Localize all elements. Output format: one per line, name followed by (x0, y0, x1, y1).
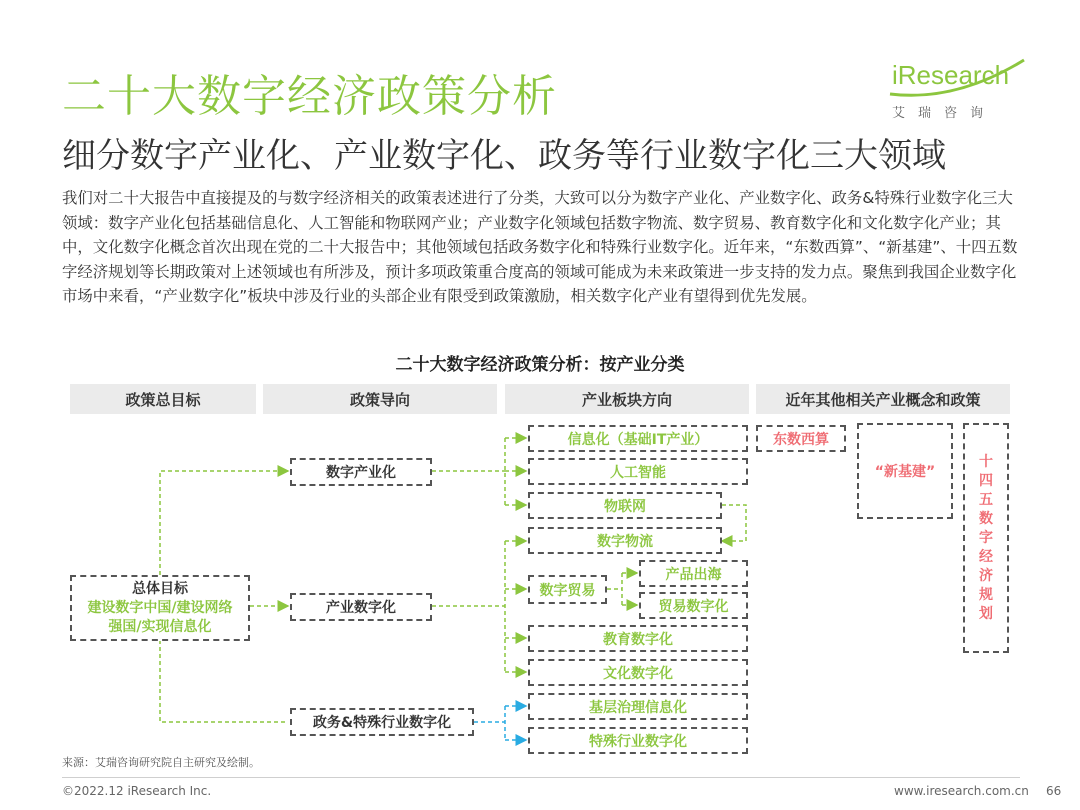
plan-char: 四 (979, 472, 993, 489)
column-header-goal: 政策总目标 (70, 384, 256, 414)
connector-goal-up (160, 471, 288, 575)
connector-goal-down (160, 640, 288, 722)
sector-product-export: 产品出海 (639, 560, 748, 587)
policy-east-data-west-compute: 东数西算 (756, 425, 846, 452)
sector-artificial-intelligence: 人工智能 (528, 458, 748, 485)
plan-char: 划 (979, 605, 993, 622)
footer-divider (62, 777, 1020, 778)
overall-goal-detail-line1: 建设数字中国/建设网络 (87, 599, 233, 616)
direction-industrial-digitalization: 产业数字化 (290, 593, 432, 621)
connector-iot-loop (722, 505, 746, 541)
copyright: ©2022.12 iResearch Inc. (62, 784, 212, 798)
sector-digital-logistics: 数字物流 (528, 527, 722, 554)
sector-iot: 物联网 (528, 492, 722, 519)
source-note: 来源：艾瑞咨询研究院自主研究及绘制。 (62, 756, 260, 769)
diagram-title: 二十大数字经济政策分析：按产业分类 (395, 355, 685, 375)
plan-char: 数 (979, 510, 993, 527)
column-header-sector: 产业板块方向 (505, 384, 749, 414)
plan-char: 十 (979, 453, 993, 470)
plan-char: 济 (979, 567, 993, 584)
logo-wordmark: iResearch (892, 60, 1010, 90)
column-header-policies: 近年其他相关产业概念和政策 (756, 384, 1010, 414)
plan-char: 五 (979, 491, 993, 508)
sector-culture-digitalization: 文化数字化 (528, 659, 748, 686)
overall-goal-label: 总体目标 (132, 580, 188, 597)
page-title: 二十大数字经济政策分析 (62, 71, 557, 122)
direction-government-special: 政务&特殊行业数字化 (290, 708, 474, 736)
page-subtitle: 细分数字产业化、产业数字化、政务等行业数字化三大领域 (62, 136, 946, 176)
logo-chinese: 艾瑞咨询 (892, 106, 997, 121)
sector-education-digitalization: 教育数字化 (528, 625, 748, 652)
plan-char: 规 (979, 586, 993, 603)
sector-grassroots-governance: 基层治理信息化 (528, 693, 748, 720)
sector-digital-trade: 数字贸易 (528, 575, 607, 604)
sector-trade-digitalization: 贸易数字化 (639, 592, 748, 619)
sector-special-industry: 特殊行业数字化 (528, 727, 748, 754)
overall-goal-detail-line2: 强国/实现信息化 (108, 618, 212, 635)
plan-char: 经 (979, 548, 993, 565)
direction-digital-industrialization: 数字产业化 (290, 458, 432, 486)
column-header-direction: 政策导向 (263, 384, 497, 414)
website-link[interactable]: www.iresearch.com.cn (894, 784, 1029, 798)
policy-14th-five-year-plan (963, 423, 1009, 653)
plan-char: 字 (979, 529, 993, 546)
policy-new-infrastructure: “新基建” (857, 423, 953, 519)
sector-it-infrastructure: 信息化（基础IT产业） (528, 425, 748, 452)
overall-goal-box (70, 575, 250, 641)
intro-paragraph: 我们对二十大报告中直接提及的与数字经济相关的政策表述进行了分类，大致可以分为数字产业化、产业数字化、政务&特殊行业数字化三大领域：数字产业化包括基础信息化、人工智能和物联网产业；产业数字化领域包括数字物流、数字贸易、教育数字化和文化数字化产业；其中，文化数字化概念首次出现在党的二十大报告中；其他领域包括政务数字化和特殊行业数字化。近年来，“东数西算”、“新基建”、十四五数字经济规划等长期政策对上述领域也有所涉及，预计多项政策重合度高的领域可能成为未来政策进一步支持的发力点。聚焦到我国企业数字化市场中来看，“产业数字化”板块中涉及行业的头部企业有限受到政策激励，相关数字化产业有望得到优先发展。 (62, 189, 1018, 305)
page-number: 66 (1046, 784, 1062, 798)
